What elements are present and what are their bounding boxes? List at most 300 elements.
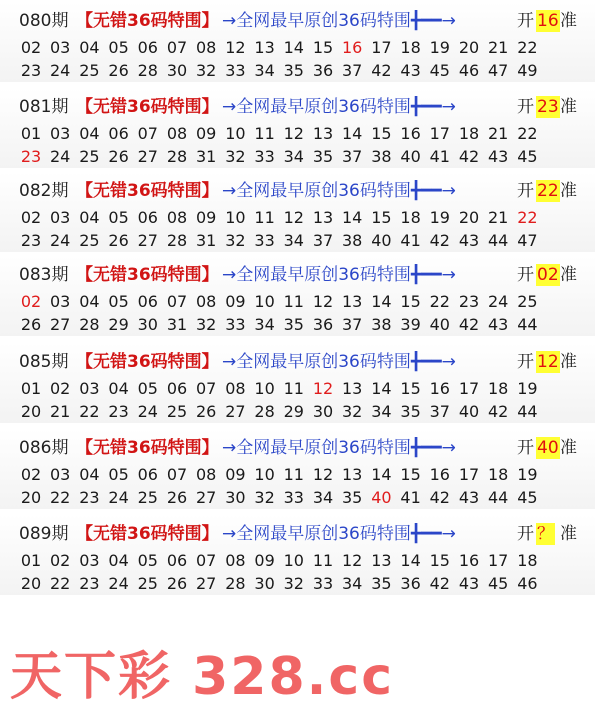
number-cell: 18 [400, 208, 421, 227]
issue-block [0, 427, 595, 511]
site-watermark: 天下彩 328.cc [10, 647, 395, 707]
number-cell: 14 [400, 551, 421, 570]
number-cell: 03 [50, 38, 71, 57]
number-cell: 41 [400, 231, 421, 250]
open-label: 开 [517, 524, 534, 544]
open-label: 开 [517, 97, 534, 117]
number-cell: 13 [312, 208, 334, 227]
number-cell: 42 [429, 231, 450, 250]
hit-number: 40 [371, 488, 392, 507]
number-cell: 04 [108, 551, 129, 570]
issue-number: 085期 [19, 352, 69, 372]
number-cell: 26 [108, 231, 129, 250]
number-cell: 12 [283, 124, 304, 143]
number-cell: 43 [488, 147, 509, 166]
number-cell: 47 [517, 231, 538, 250]
number-cell: 18 [517, 551, 538, 570]
number-cell: 46 [517, 574, 538, 593]
number-cell: 17 [458, 465, 480, 484]
number-cell: 28 [225, 574, 246, 593]
open-label: 开 [517, 181, 534, 201]
number-cell: 15 [371, 208, 392, 227]
number-cell: 28 [137, 61, 158, 80]
number-cell: 27 [137, 147, 158, 166]
number-cell: 14 [283, 38, 304, 57]
number-cell: 30 [166, 61, 188, 80]
number-cell: 34 [283, 231, 304, 250]
number-cell: 34 [254, 315, 275, 334]
number-cell: 03 [50, 124, 71, 143]
number-cell: 45 [488, 574, 509, 593]
number-cell: 27 [137, 231, 158, 250]
number-cell: 38 [371, 147, 392, 166]
number-cell: 23 [458, 292, 480, 311]
number-cell: 22 [517, 38, 538, 57]
number-cell: 06 [137, 465, 158, 484]
number-cell: 33 [312, 574, 334, 593]
number-cell: 06 [166, 379, 188, 398]
number-cell: 20 [20, 402, 42, 421]
number-cell: 12 [342, 551, 363, 570]
result-suffix: 准 [560, 11, 577, 31]
number-cell: 47 [488, 61, 509, 80]
number-cell: 49 [517, 61, 538, 80]
number-cell: 05 [108, 208, 129, 227]
number-cell: 04 [108, 379, 129, 398]
number-cell: 31 [166, 315, 188, 334]
number-cell: 06 [166, 551, 188, 570]
number-cell: 12 [283, 208, 304, 227]
number-cell: 16 [400, 124, 421, 143]
number-cell: 26 [108, 61, 129, 80]
number-cell: 17 [458, 379, 480, 398]
number-cell: 15 [400, 292, 421, 311]
number-cell: 43 [458, 574, 480, 593]
number-cell: 22 [429, 292, 450, 311]
hit-number: 02 [20, 292, 42, 311]
number-cell: 21 [488, 38, 509, 57]
number-cell: 28 [166, 231, 188, 250]
number-cell: 02 [20, 465, 42, 484]
number-cell: 14 [371, 465, 392, 484]
number-cell: 01 [20, 379, 42, 398]
number-cell: 09 [254, 551, 275, 570]
number-cell: 10 [225, 124, 246, 143]
result-suffix: 准 [560, 438, 577, 458]
slogan-text: →全网最早原创36码特围╋━━→ [222, 438, 456, 458]
open-label: 开 [517, 11, 534, 31]
result-badge: 16 [537, 11, 559, 31]
number-cell: 02 [20, 38, 42, 57]
number-cell: 04 [79, 38, 100, 57]
number-cell: 08 [196, 292, 217, 311]
number-cell: 33 [254, 147, 275, 166]
number-cell: 13 [342, 292, 363, 311]
number-cell: 26 [20, 315, 42, 334]
number-cell: 25 [137, 488, 158, 507]
number-cell: 40 [429, 315, 450, 334]
number-cell: 10 [283, 551, 304, 570]
number-cell: 22 [79, 402, 100, 421]
number-cell: 29 [283, 402, 304, 421]
number-row [18, 378, 588, 400]
number-cell: 37 [342, 315, 363, 334]
result-badge: 02 [537, 265, 559, 285]
number-cell: 05 [108, 465, 129, 484]
issue-block [0, 254, 595, 338]
number-cell: 19 [517, 465, 538, 484]
number-cell: 32 [196, 61, 217, 80]
slogan-text: →全网最早原创36码特围╋━━→ [222, 97, 456, 117]
number-cell: 23 [79, 488, 100, 507]
number-cell: 16 [429, 379, 450, 398]
number-cell: 38 [342, 231, 363, 250]
number-cell: 23 [79, 574, 100, 593]
number-cell: 24 [50, 61, 71, 80]
number-cell: 28 [254, 402, 275, 421]
number-row [18, 123, 588, 145]
number-cell: 05 [137, 379, 158, 398]
number-cell: 38 [371, 315, 392, 334]
number-cell: 28 [79, 315, 100, 334]
number-cell: 07 [196, 379, 217, 398]
number-cell: 08 [225, 379, 246, 398]
issue-block [0, 0, 595, 84]
number-row [18, 146, 588, 168]
number-cell: 26 [166, 488, 188, 507]
slogan-text: →全网最早原创36码特围╋━━→ [222, 181, 456, 201]
number-row [18, 60, 588, 82]
number-cell: 34 [254, 61, 275, 80]
number-cell: 19 [429, 38, 450, 57]
number-cell: 16 [458, 551, 480, 570]
number-cell: 35 [283, 315, 304, 334]
hit-number: 16 [342, 38, 363, 57]
number-cell: 13 [371, 551, 392, 570]
number-cell: 33 [225, 61, 246, 80]
number-cell: 11 [312, 551, 334, 570]
open-label: 开 [517, 352, 534, 372]
number-cell: 14 [342, 124, 363, 143]
number-row [18, 291, 588, 313]
number-cell: 42 [458, 147, 480, 166]
number-cell: 08 [166, 124, 188, 143]
issue-number: 083期 [19, 265, 69, 285]
number-cell: 07 [166, 465, 188, 484]
number-cell: 01 [20, 124, 42, 143]
number-cell: 15 [371, 124, 392, 143]
number-cell: 25 [79, 147, 100, 166]
number-cell: 27 [225, 402, 246, 421]
number-cell: 12 [225, 38, 246, 57]
tag-label: 【无错36码特围】 [76, 438, 219, 458]
number-cell: 03 [50, 208, 71, 227]
number-cell: 34 [312, 488, 334, 507]
number-cell: 29 [108, 315, 129, 334]
number-cell: 15 [400, 465, 421, 484]
number-cell: 14 [342, 208, 363, 227]
number-cell: 09 [225, 465, 246, 484]
number-cell: 11 [283, 379, 304, 398]
number-cell: 30 [312, 402, 334, 421]
number-row [18, 37, 588, 59]
number-cell: 40 [371, 231, 392, 250]
number-cell: 11 [283, 292, 304, 311]
tag-label: 【无错36码特围】 [76, 11, 219, 31]
number-cell: 05 [137, 551, 158, 570]
number-cell: 26 [196, 402, 217, 421]
issue-block [0, 341, 595, 425]
number-cell: 04 [79, 124, 100, 143]
number-cell: 25 [517, 292, 538, 311]
number-cell: 37 [342, 61, 363, 80]
number-cell: 41 [400, 488, 421, 507]
number-cell: 22 [50, 574, 71, 593]
number-cell: 24 [137, 402, 158, 421]
number-cell: 04 [79, 465, 100, 484]
number-cell: 42 [458, 315, 480, 334]
number-cell: 15 [429, 551, 450, 570]
number-cell: 18 [400, 38, 421, 57]
number-cell: 32 [342, 402, 363, 421]
number-cell: 43 [400, 61, 421, 80]
tag-label: 【无错36码特围】 [76, 352, 219, 372]
number-cell: 36 [312, 315, 334, 334]
number-cell: 11 [283, 465, 304, 484]
issue-block [0, 170, 595, 254]
issue-header [0, 94, 595, 120]
number-cell: 09 [225, 292, 246, 311]
number-cell: 35 [342, 488, 363, 507]
number-cell: 30 [225, 488, 246, 507]
number-cell: 31 [196, 231, 217, 250]
result-badge: ？ [537, 524, 554, 544]
number-cell: 35 [371, 574, 392, 593]
number-cell: 32 [225, 231, 246, 250]
issue-number: 086期 [19, 438, 69, 458]
number-cell: 07 [137, 124, 158, 143]
number-cell: 22 [517, 124, 538, 143]
result-suffix: 准 [560, 181, 577, 201]
number-cell: 42 [429, 488, 450, 507]
number-row [18, 314, 588, 336]
number-cell: 04 [79, 208, 100, 227]
number-cell: 20 [458, 38, 480, 57]
number-cell: 23 [20, 231, 42, 250]
number-cell: 04 [79, 292, 100, 311]
number-cell: 43 [488, 315, 509, 334]
number-row [18, 401, 588, 423]
number-cell: 27 [196, 488, 217, 507]
number-cell: 26 [108, 147, 129, 166]
number-row [18, 230, 588, 252]
number-cell: 09 [196, 124, 217, 143]
number-cell: 35 [312, 147, 334, 166]
number-cell: 36 [400, 574, 421, 593]
result-badge: 12 [537, 352, 559, 372]
number-cell: 08 [225, 551, 246, 570]
number-cell: 07 [166, 292, 188, 311]
number-cell: 34 [283, 147, 304, 166]
issue-block [0, 513, 595, 597]
number-cell: 17 [488, 551, 509, 570]
number-cell: 18 [488, 465, 509, 484]
number-cell: 42 [488, 402, 509, 421]
number-cell: 10 [254, 292, 275, 311]
number-cell: 27 [50, 315, 71, 334]
number-cell: 16 [429, 465, 450, 484]
number-cell: 32 [254, 488, 275, 507]
number-cell: 45 [429, 61, 450, 80]
hit-number: 23 [20, 147, 42, 166]
number-cell: 25 [137, 574, 158, 593]
number-cell: 24 [488, 292, 509, 311]
slogan-text: →全网最早原创36码特围╋━━→ [222, 11, 456, 31]
number-cell: 07 [166, 38, 188, 57]
number-cell: 13 [342, 465, 363, 484]
hit-number: 22 [517, 208, 538, 227]
number-cell: 21 [488, 124, 509, 143]
number-cell: 12 [312, 292, 334, 311]
number-cell: 25 [79, 61, 100, 80]
number-cell: 22 [50, 488, 71, 507]
result-badge: 22 [537, 181, 559, 201]
number-cell: 06 [137, 292, 158, 311]
number-cell: 32 [225, 147, 246, 166]
issue-header [0, 521, 595, 547]
number-cell: 08 [196, 38, 217, 57]
issue-number: 080期 [19, 11, 69, 31]
issue-block [0, 86, 595, 170]
tag-label: 【无错36码特围】 [76, 181, 219, 201]
number-cell: 11 [254, 124, 275, 143]
issue-header [0, 178, 595, 204]
issue-number: 089期 [19, 524, 69, 544]
number-cell: 31 [196, 147, 217, 166]
number-cell: 03 [50, 465, 71, 484]
issue-number: 081期 [19, 97, 69, 117]
number-cell: 03 [79, 551, 100, 570]
number-cell: 42 [429, 574, 450, 593]
open-label: 开 [517, 265, 534, 285]
number-cell: 46 [458, 61, 480, 80]
number-cell: 32 [283, 574, 304, 593]
number-cell: 24 [108, 574, 129, 593]
number-cell: 13 [312, 124, 334, 143]
tag-label: 【无错36码特围】 [76, 97, 219, 117]
result-suffix: 准 [560, 97, 577, 117]
number-cell: 44 [488, 231, 509, 250]
number-cell: 15 [312, 38, 334, 57]
number-cell: 34 [371, 402, 392, 421]
number-cell: 20 [458, 208, 480, 227]
number-cell: 01 [20, 551, 42, 570]
number-cell: 02 [50, 551, 71, 570]
number-cell: 02 [50, 379, 71, 398]
number-cell: 45 [517, 147, 538, 166]
number-cell: 40 [458, 402, 480, 421]
number-cell: 39 [400, 315, 421, 334]
number-cell: 42 [371, 61, 392, 80]
result-badge: 23 [537, 97, 559, 117]
result-suffix: 准 [560, 352, 577, 372]
number-cell: 20 [20, 574, 42, 593]
number-cell: 30 [254, 574, 275, 593]
number-cell: 13 [254, 38, 275, 57]
number-cell: 27 [196, 574, 217, 593]
number-cell: 18 [488, 379, 509, 398]
issue-header [0, 435, 595, 461]
number-cell: 35 [283, 61, 304, 80]
number-cell: 44 [488, 488, 509, 507]
number-row [18, 487, 588, 509]
number-cell: 07 [196, 551, 217, 570]
number-cell: 24 [50, 147, 71, 166]
hit-number: 12 [312, 379, 334, 398]
result-badge: 40 [537, 438, 559, 458]
number-cell: 44 [517, 402, 538, 421]
number-cell: 17 [371, 38, 392, 57]
number-cell: 05 [108, 292, 129, 311]
number-cell: 12 [312, 465, 334, 484]
number-cell: 05 [108, 38, 129, 57]
number-cell: 06 [137, 208, 158, 227]
number-cell: 35 [400, 402, 421, 421]
number-cell: 09 [196, 208, 217, 227]
number-cell: 43 [458, 231, 480, 250]
number-cell: 21 [50, 402, 71, 421]
number-cell: 14 [371, 379, 392, 398]
number-cell: 36 [312, 61, 334, 80]
number-cell: 21 [488, 208, 509, 227]
number-cell: 06 [108, 124, 129, 143]
number-row [18, 207, 588, 229]
issue-header [0, 262, 595, 288]
number-row [18, 550, 588, 572]
number-cell: 24 [108, 488, 129, 507]
number-cell: 33 [283, 488, 304, 507]
number-cell: 37 [342, 147, 363, 166]
open-label: 开 [517, 438, 534, 458]
number-cell: 19 [517, 379, 538, 398]
number-cell: 19 [429, 208, 450, 227]
number-cell: 13 [342, 379, 363, 398]
slogan-text: →全网最早原创36码特围╋━━→ [222, 352, 456, 372]
number-cell: 25 [166, 402, 188, 421]
number-cell: 23 [20, 61, 42, 80]
result-suffix: 准 [560, 524, 577, 544]
number-cell: 08 [196, 465, 217, 484]
number-cell: 37 [312, 231, 334, 250]
number-cell: 45 [517, 488, 538, 507]
number-cell: 24 [50, 231, 71, 250]
number-cell: 41 [429, 147, 450, 166]
number-cell: 14 [371, 292, 392, 311]
number-cell: 30 [137, 315, 158, 334]
issue-header [0, 349, 595, 375]
number-cell: 34 [342, 574, 363, 593]
number-cell: 37 [429, 402, 450, 421]
number-row [18, 573, 588, 595]
tag-label: 【无错36码特围】 [76, 524, 219, 544]
number-cell: 26 [166, 574, 188, 593]
number-cell: 06 [137, 38, 158, 57]
number-cell: 40 [400, 147, 421, 166]
slogan-text: →全网最早原创36码特围╋━━→ [222, 524, 456, 544]
number-cell: 08 [166, 208, 188, 227]
number-cell: 33 [254, 231, 275, 250]
number-cell: 10 [225, 208, 246, 227]
